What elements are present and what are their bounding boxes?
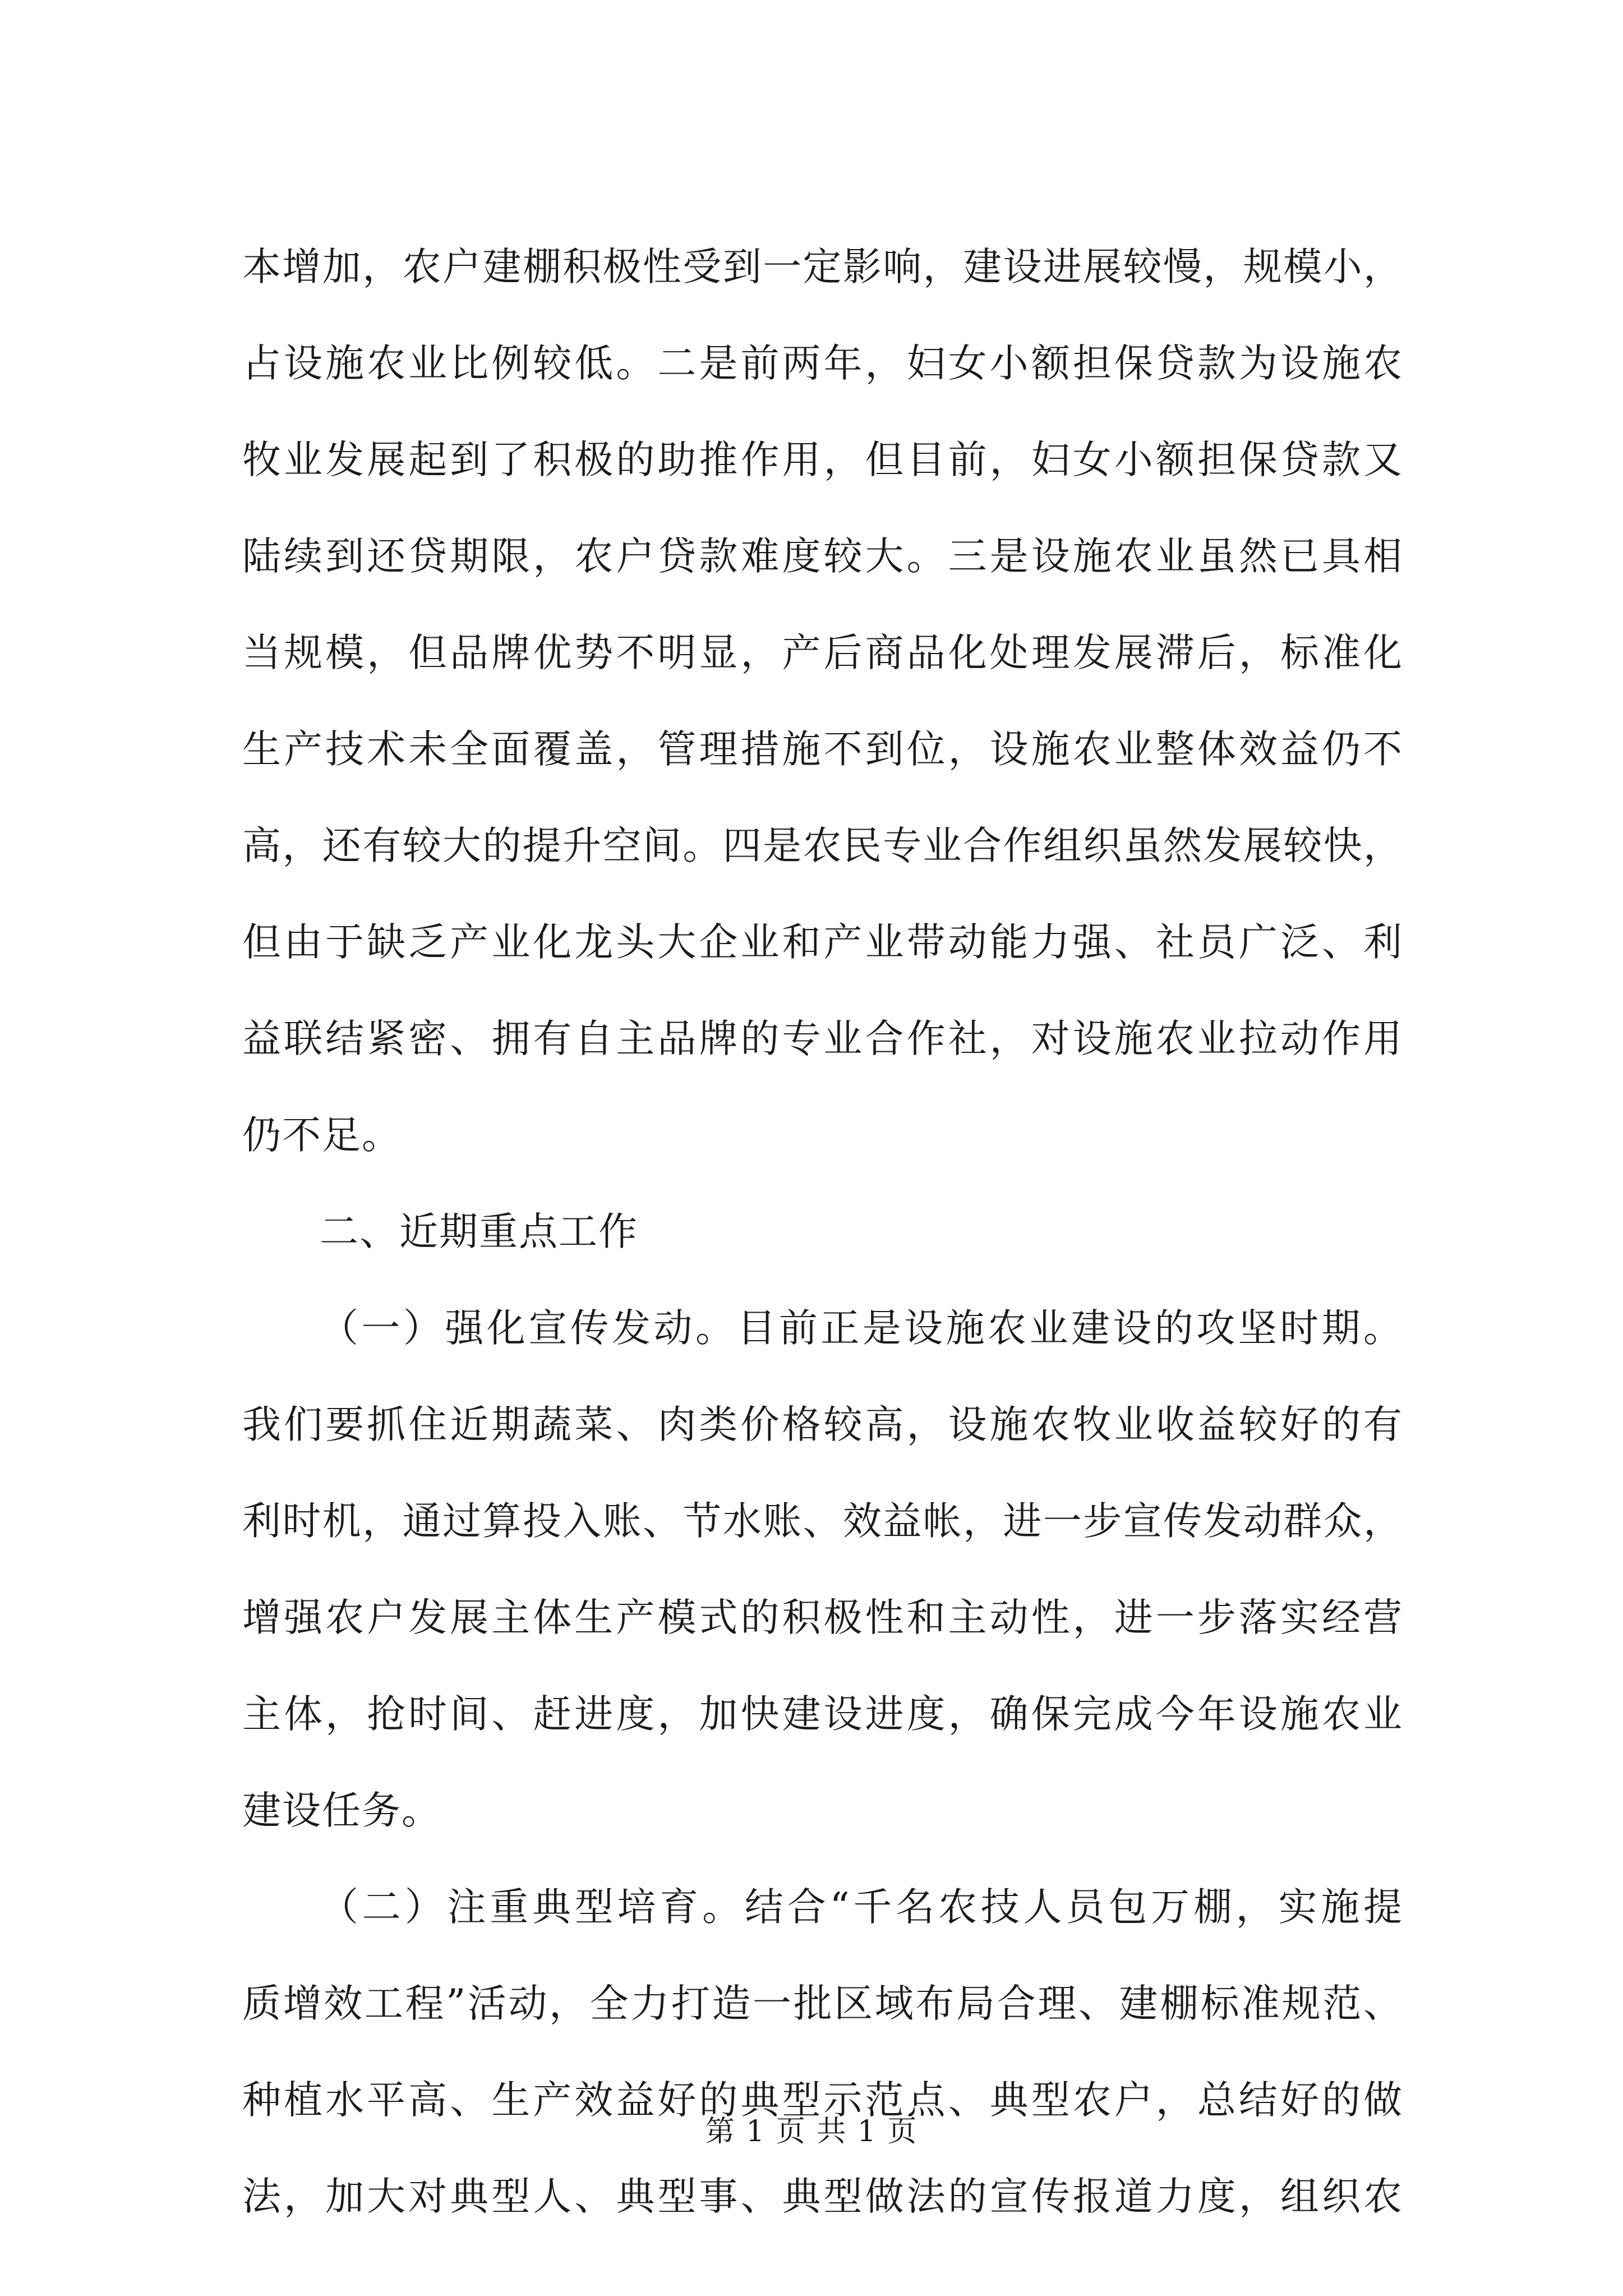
text-line: 高，还有较大的提升空间。四是农民专业合作组织虽然发展较快， [242,823,1403,868]
text-line: 利时机，通过算投入账、节水账、效益帐，进一步宣传发动群众， [242,1499,1403,1544]
text-line: 当规模，但品牌优势不明显，产后商品化处理发展滞后，标准化 [242,631,1403,675]
text-line: 益联结紧密、拥有自主品牌的专业合作社，对设施农业拉动作用 [242,1016,1403,1061]
document-body [242,219,1403,2245]
text-line: 法，加大对典型人、典型事、典型做法的宣传报道力度，组织农 [242,2174,1403,2219]
text-line: 建设任务。 [242,1788,441,1833]
section-heading: 二、近期重点工作 [320,1209,638,1254]
text-line: 占设施农业比例较低。二是前两年，妇女小额担保贷款为设施农 [242,341,1403,386]
text-line: 陆续到还贷期限，农户贷款难度较大。三是设施农业虽然已具相 [242,534,1403,579]
text-line: 牧业发展起到了积极的助推作用，但目前，妇女小额担保贷款又 [242,438,1403,482]
text-line: 增强农户发展主体生产模式的积极性和主动性，进一步落实经营 [242,1595,1403,1640]
text-line: 主体，抢时间、赶进度，加快建设进度，确保完成今年设施农业 [242,1692,1403,1737]
text-line: 质增效工程”活动，全力打造一批区域布局合理、建棚标准规范、 [242,1981,1403,2026]
text-line: （一）强化宣传发动。目前正是设施农业建设的攻坚时期。 [320,1306,1403,1351]
text-line: （二）注重典型培育。结合“千名农技人员包万棚，实施提 [320,1885,1403,1930]
text-line: 我们要抓住近期蔬菜、肉类价格较高，设施农牧业收益较好的有 [242,1402,1403,1447]
text-line: 种植水平高、生产效益好的典型示范点、典型农户，总结好的做 [242,2078,1403,2123]
text-line: 生产技术未全面覆盖，管理措施不到位，设施农业整体效益仍不 [242,727,1403,772]
text-line: 仍不足。 [242,1113,402,1158]
text-line: 本增加，农户建棚积极性受到一定影响，建设进展较慢，规模小， [242,245,1403,289]
text-line: 但由于缺乏产业化龙头大企业和产业带动能力强、社员广泛、利 [242,920,1403,965]
page-footer: 第 1 页 共 1 页 [705,2115,918,2148]
